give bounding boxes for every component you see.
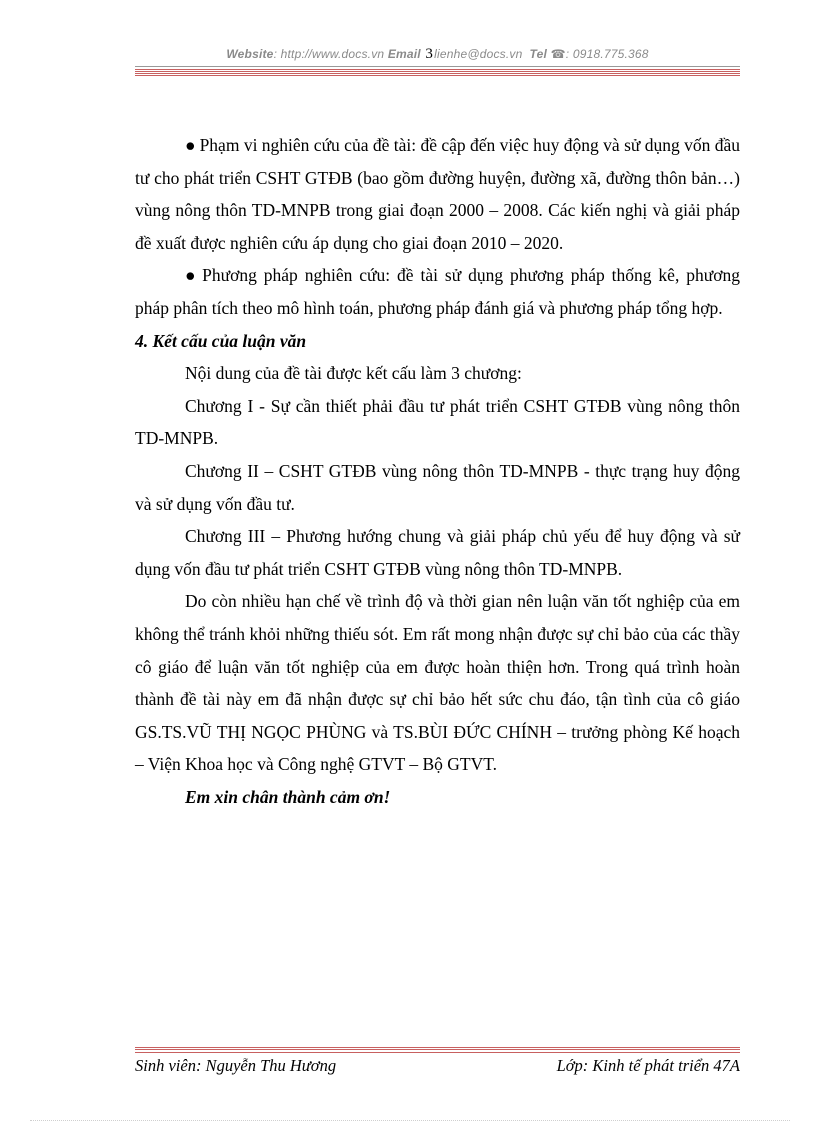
tel-number: : 0918.775.368 — [565, 47, 649, 61]
chapter-3: Chương III – Phương hướng chung và giải pháp chủ yếu để huy động và sử dụng vốn đầu tư phát triển CSHT GTĐB vùng nông thôn TD-MNPB. — [135, 526, 740, 579]
bullet-paragraph-scope: ● Phạm vi nghiên cứu của đề tài: đề cập đến việc huy động và sử dụng vốn đầu tư cho phát triển CSHT GTĐB (bao gồm đường huyện, đường xã, đường thôn bản…) vùng nông thôn TD-MNPB trong giai đoạn 2000 – 2008. Các kiến nghị và giải pháp đề xuất được nghiên cứu áp dụng cho giai đoạn 2010 – 2020. — [135, 135, 741, 253]
page-header — [135, 46, 740, 63]
page-bottom-dotted-line — [30, 1120, 790, 1122]
phone-icon: ☎ — [550, 47, 566, 61]
footer-student: Sinh viên: Nguyễn Thu Hương — [135, 1056, 337, 1075]
bullet-icon: ● — [185, 265, 199, 286]
chapter-1: Chương I - Sự cần thiết phải đầu tư phát triển CSHT GTĐB vùng nông thôn TD-MNPB. — [135, 395, 740, 449]
footer-divider-thin — [135, 1052, 740, 1053]
document-body — [135, 129, 740, 813]
email-label: Email — [387, 47, 421, 61]
footer-class: Lớp: Kinh tế phát triển 47A — [556, 1056, 740, 1075]
header-divider-thin — [135, 66, 740, 67]
email-address[interactable]: lienhe@docs.vn — [434, 47, 523, 61]
bullet-paragraph-method: ● Phương pháp nghiên cứu: đề tài sử dụng phương pháp thống kê, phương pháp phân tích theo mô hình toán, phương pháp đánh giá và phương pháp tổng hợp. — [135, 265, 740, 318]
paragraph-thanks: Do còn nhiều hạn chế về trình độ và thời gian nên luận văn tốt nghiệp của em không thể tránh khỏi những thiếu sót. Em rất mong nhận được sự chỉ bảo của các thầy cô giáo để luận văn tốt nghiệp của em được hoàn thiện hơn. Trong quá trình hoàn thành đề tài này em đã nhận được sự chỉ bảo hết sức chu đáo, tận tình của cô giáo GS.TS.VŨ THỊ NGỌC PHÙNG và TS.BÙI ĐỨC CHÍNH – trưởng phòng Kế hoạch – Viện Khoa học và Công nghệ GTVT – Bộ GTVT. — [135, 591, 740, 775]
website-url[interactable]: : http://www.docs.vn — [273, 47, 385, 61]
closing-line: Em xin chân thành cảm ơn! — [185, 786, 391, 807]
website-label: Website — [226, 47, 274, 61]
paragraph-structure: Nội dung của đề tài được kết cấu làm 3 chương: — [185, 363, 522, 384]
bullet-icon: ● — [185, 135, 196, 155]
section-heading: 4. Kết cấu của luận văn — [135, 330, 307, 351]
page-number: 3 — [425, 46, 434, 62]
header-divider — [135, 69, 740, 77]
tel-label: Tel — [529, 47, 548, 61]
footer-divider — [135, 1047, 740, 1051]
chapter-2: Chương II – CSHT GTĐB vùng nông thôn TD-MNPB - thực trạng huy động và sử dụng vốn đầu tư. — [135, 460, 740, 514]
